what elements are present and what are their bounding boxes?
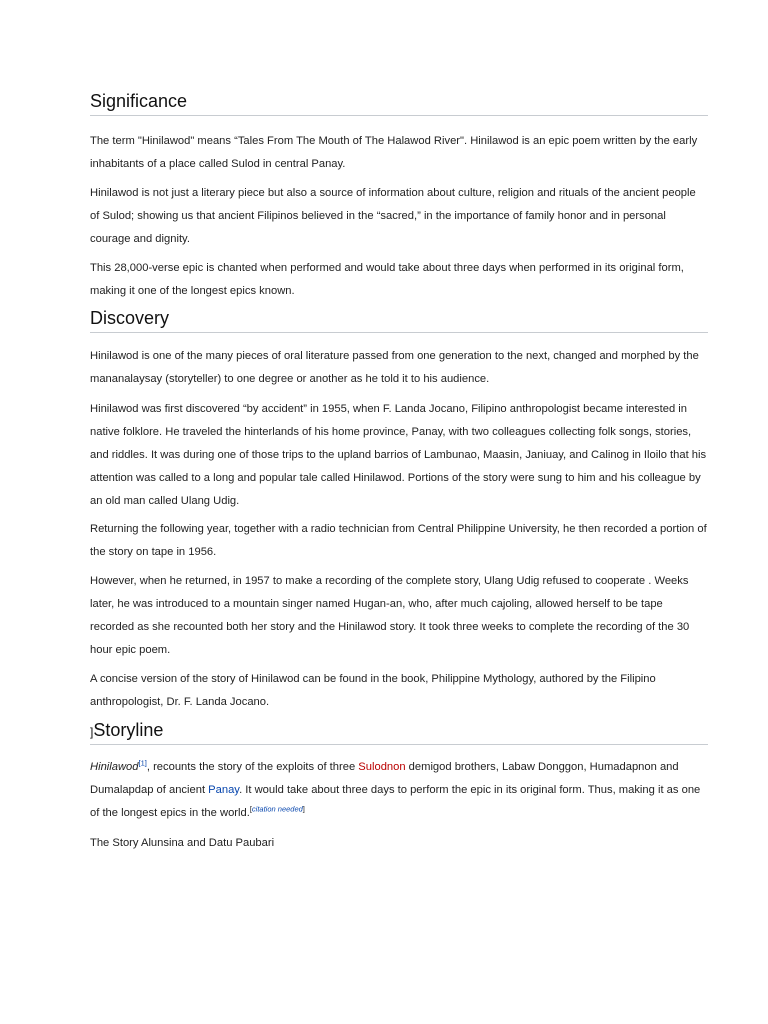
stray-bracket: ] bbox=[90, 725, 94, 739]
storyline-heading bbox=[90, 720, 708, 745]
significance-paragraph-2: Hinilawod is not just a literary piece but also a source of information about culture, religion and rituals of the ancient people of Sulod; showing us that ancient Filipinos believed in the “sacred,” in the importance of family honor and in personal courage and dignity. bbox=[90, 187, 696, 245]
hinilawod-italic: Hinilawod bbox=[90, 761, 139, 773]
storyline-text-3: . It would take about three days to perform the epic in its original form. Thus, making it as one of the longest epics in the world. bbox=[90, 784, 701, 819]
discovery-paragraph-4: However, when he returned, in 1957 to make a recording of the complete story, Ulang Udig refused to cooperate . Weeks later, he was introduced to a mountain singer named Hugan-an, who, after much cajoling, allowed herself to be tape recorded as she recounted both her story and the Hinilawod story. It took three weeks to complete the recording of the 30 hour epic poem. bbox=[90, 575, 690, 656]
citation-open-bracket: [ bbox=[249, 804, 252, 814]
significance-paragraph-3: This 28,000-verse epic is chanted when performed and would take about three days when performed in its original form, making it one of the longest epics known. bbox=[90, 262, 684, 297]
discovery-heading: Discovery bbox=[90, 308, 708, 333]
citation-needed-link[interactable]: citation needed bbox=[251, 804, 303, 814]
discovery-paragraph-1: Hinilawod is one of the many pieces of oral literature passed from one generation to the next, changed and morphed by the mananalaysay (storyteller) to one degree or another as he told it to his audience. bbox=[90, 350, 699, 385]
discovery-paragraph-2: Hinilawod was first discovered “by accident” in 1955, when F. Landa Jocano, Filipino anthropologist became interested in native folklore. He traveled the hinterlands of his home province, Panay, with two colleagues collecting folk songs, stories, and riddles. It was during one of those trips to the upland barrios of Lambunao, Maasin, Janiuay, and Calinog in Iloilo that his attention was called to a long and popular tale called Hinilawod. Portions of the story were sung to him and his colleague by an old man called Ulang Udig. bbox=[90, 403, 707, 507]
reference-1-link[interactable]: [1] bbox=[138, 758, 147, 768]
storyline-text-1: , recounts the story of the exploits of three bbox=[146, 761, 359, 773]
storyline-paragraph-2: The Story Alunsina and Datu Paubari bbox=[90, 837, 275, 849]
panay-link[interactable]: Panay bbox=[208, 784, 240, 796]
sulodnon-link[interactable]: Sulodnon bbox=[358, 761, 406, 773]
storyline-heading-text: Storyline bbox=[93, 720, 164, 740]
storyline-text-2: demigod brothers, Labaw Donggon, Humadapnon and Dumalapdap of ancient bbox=[90, 761, 679, 796]
significance-paragraph-1: The term "Hinilawod" means “Tales From The Mouth of The Halawod River". Hinilawod is an epic poem written by the early inhabitants of a place called Sulod in central Panay. bbox=[90, 135, 698, 170]
discovery-paragraph-5: A concise version of the story of Hinilawod can be found in the book, Philippine Mythology, authored by the Filipino anthropologist, Dr. F. Landa Jocano. bbox=[90, 673, 656, 708]
discovery-paragraph-3: Returning the following year, together with a radio technician from Central Philippine University, he then recorded a portion of the story on tape in 1956. bbox=[90, 523, 707, 558]
significance-heading: Significance bbox=[90, 91, 708, 116]
storyline-paragraph-1 bbox=[90, 756, 708, 825]
citation-needed bbox=[250, 804, 305, 813]
citation-close-bracket: ] bbox=[302, 804, 305, 814]
